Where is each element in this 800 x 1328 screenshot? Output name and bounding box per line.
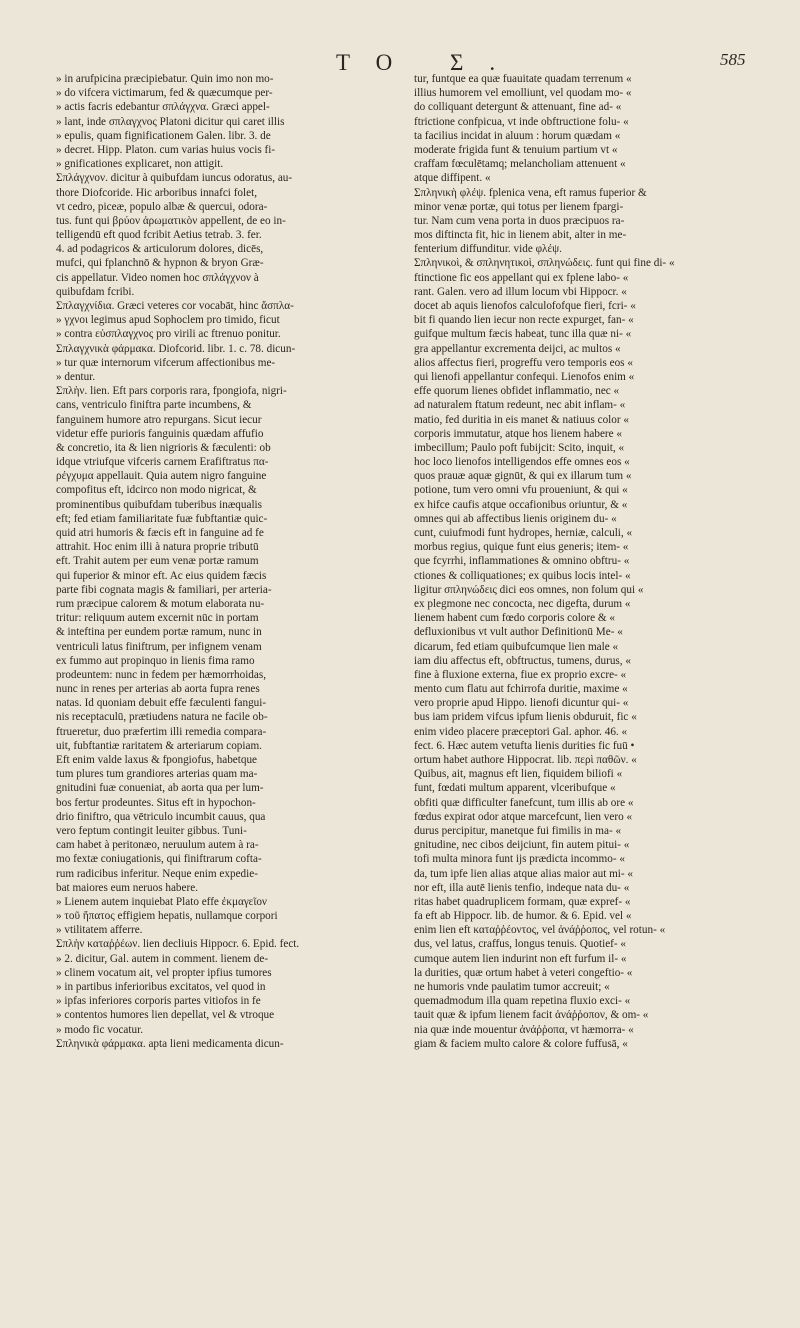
text-line: Σπληνικὰ φάρμακα. apta lieni medicamenta dicun- (56, 1037, 284, 1050)
text-line: telligendū eft quod fcribit Aetius tetrab. 3. fer. (56, 229, 262, 242)
text-line: » actis facris edebantur σπλάγχνα. Græci appel- (56, 101, 270, 114)
text-line: attrahit. Hoc enim illi à natura proprie tributū (56, 541, 259, 554)
text-line: nia quæ inde mouentur ἀνάῤῥοπα, vt hæmorra- « (414, 1023, 634, 1036)
text-line: durus percipitur, manetque fui fimilis in ma- « (414, 824, 622, 837)
text-line: quid atri humoris & fæcis eft in fanguine ad fe (56, 527, 264, 539)
text-line: enim lien eft καταῤῥέοντος, vel ἀνάῤῥοπος, vel rotun- « (414, 924, 666, 937)
text-line: 4. ad podagricos & articulorum dolores, dicēs, (56, 243, 264, 256)
text-line: quos prauæ aquæ gignūt, & qui ex illarum tum « (414, 470, 632, 483)
text-line: eft. Trahit autem per eum venæ portæ ramum (56, 555, 259, 568)
text-line: » Lienem autem inquiebat Plato effe ἐκμαγεῖον (56, 895, 267, 908)
text-line: quibufdam fcribi. (56, 285, 135, 298)
text-line: lienem habent cum fœdo corporis colore & « (414, 612, 616, 625)
text-line: Σπλαγχνικὰ φάρμακα. Diofcorid. libr. 1. c. 78. dicun- (56, 342, 296, 355)
text-line: Σπλάγχνον. dicitur à quibufdam iuncus odoratus, au- (56, 172, 293, 185)
text-line: ctiones & colliquationes; ex quibus locis intel- « (414, 569, 631, 582)
text-line: » ipfas inferiores corporis partes vitiofos in fe (56, 995, 261, 1008)
text-line: Eft enim valde laxus & fpongiofus, habetque (56, 754, 258, 766)
text-line: Σπλὴν. lien. Eft pars corporis rara, fpongiofa, nigri- (56, 385, 287, 398)
text-line: potione, tum vero omni vfu proueniunt, & qui « (414, 484, 628, 497)
text-line: dicarum, fed etiam quibufcumque lien male « (414, 640, 619, 653)
text-line: » tur quæ internorum vifcerum affectionibus me- (56, 356, 276, 369)
text-line: tur, funtque ea quæ fuauitate quadam terrenum « (414, 73, 632, 85)
text-line: ortum habet authore Hippocrat. lib. περὶ παθῶν. « (414, 754, 637, 766)
text-line: nunc in renes per arterias ab aorta fupra renes (56, 683, 260, 696)
text-line: corporis immutatur, atque hos lienem habere « (414, 427, 623, 440)
text-line: defluxionibus vt vult author Definitionū Me- « (414, 626, 623, 639)
text-line: » dentur. (56, 370, 96, 383)
text-line: » vtilitatem afferre. (56, 924, 143, 937)
text-line: da, tum ipfe lien alias atque alias maior aut mi- « (414, 867, 634, 880)
text-line: ventriculi latus finiftrum, per infignem venam (56, 640, 262, 653)
text-line: giam & faciem multo calore & colore fuffusā, « (414, 1037, 628, 1050)
text-line: ta facilius incidat in aluum : horum quædam « (414, 129, 621, 142)
text-line: mo fextæ coniugationis, qui finiftrarum cofta- (56, 853, 262, 866)
text-line: nis receptaculū, prætiudens natura ne facile ob- (56, 711, 268, 724)
text-line: » contra εὐσπλαγχνος pro virili ac ftrenuo ponitur. (56, 328, 281, 341)
text-line: Σπληνικὴ φλέψ. fplenica vena, eft ramus fuperior & (414, 186, 647, 199)
text-line: que fcyrrhi, inflammationes & omnino obftru- « (414, 555, 630, 568)
text-line: mufci, qui fplanchnō & hypnon & bryon Græ- (56, 257, 264, 270)
text-line: bit fi quando lien iecur non recte expurget, fan- « (414, 314, 634, 327)
text-line: natas. Id quoniam debuit effe fæculenti fangui- (56, 697, 267, 710)
text-line: rum radicibus inferitur. Neque enim expedie- (56, 867, 258, 880)
text-line: eft; fed etiam familiaritate fuæ fubftantiæ quic- (56, 512, 268, 525)
text-line: enim video placere præceptori Gal. aphor. 46. « (414, 725, 628, 738)
text-line: & concretio, ita & lien nigrioris & fæculenti: ob (56, 441, 271, 454)
text-line: parte fibi cognata magis & familiari, per arteria- (56, 583, 272, 596)
text-line: ftrueretur, duo præfertim illi remedia compara- (56, 725, 267, 738)
text-line: » in arufpicina præcipiebatur. Quin imo non mo- (56, 73, 274, 85)
text-line: fœdus expirat odor atque marcefcunt, lien vero « (414, 810, 633, 823)
text-line: matio, fed duritia in eis manet & natiuus color « (414, 413, 629, 426)
text-line: prominentibus quibufdam tuberibus inæqualis (56, 498, 263, 511)
text-line: tur. Nam cum vena porta in duos præcipuos ra- (414, 214, 625, 227)
text-line: idque vtriufque vifceris carnem Erafiftratus πα- (56, 456, 269, 469)
text-line: omnes qui ab affectibus lienis originem du- « (414, 512, 617, 525)
text-line: ligitur σπληνώδεις dici eos omnes, non folum qui « (414, 583, 644, 596)
text-line: hoc loco lienofos intelligendos effe omnes eos « (414, 456, 630, 469)
text-line: ftinctione fic eos appellant qui ex fplene labo- « (414, 271, 629, 284)
text-line: mos diftincta fit, hic in lienem abit, alter in me- (414, 229, 627, 242)
page-header-title: TO Σ. (336, 50, 522, 75)
text-line: qui fuperior & minor eft. Ac eius quidem fæcis (56, 569, 267, 582)
text-line: dus, vel latus, craffus, longus tenuis. Quotief- « (414, 938, 627, 951)
text-line: rum præcipue calorem & motum elaborata nu- (56, 597, 265, 610)
text-line: » clinem vocatum ait, vel propter ipfius tumores (56, 966, 272, 979)
text-line: fenterium diffunditur. vide φλέψ. (414, 243, 562, 256)
text-line: vero proprie apud Hippo. lienofi dicuntur qui- « (414, 697, 629, 710)
text-line: bus iam pridem vifcus ipfum lienis obduruit, fic « (414, 711, 637, 724)
text-line: quemadmodum illa quam repetina fluxio exci- « (414, 995, 631, 1008)
text-line: uit, fubftantiæ raritatem & arteriarum copiam. (56, 739, 262, 752)
text-line: mento cum flatu aut fchirrofa duritie, maxime « (414, 683, 628, 696)
text-line: & inteftina per eundem portæ ramum, nunc in (56, 626, 262, 639)
text-line: Quibus, ait, magnus eft lien, fiquidem biliofi « (414, 768, 623, 781)
text-line: » in partibus inferioribus excitatos, vel quod in (56, 981, 266, 993)
text-line: cans, ventriculo finiftra parte incumbens, & (56, 399, 252, 412)
text-line: vt cedro, piceæ, populo albæ & quercui, odora- (56, 200, 268, 213)
text-line: Σπληνικοὶ, & σπληνητικοὶ, σπληνώδεις. funt qui fine di- « (414, 257, 675, 270)
text-line: ex plegmone nec concocta, nec digefta, durum « (414, 597, 631, 610)
text-line: morbus regius, quique funt eius generis; item- « (414, 541, 629, 554)
text-line: fanguinem humore atro repurgans. Sicut iecur (56, 413, 262, 426)
text-line: » do vifcera victimarum, fed & quæcumque per- (56, 87, 273, 100)
text-line: drio finiftro, qua vētriculo incumbit cauus, qua (56, 810, 266, 823)
text-line: ftrictione confpicua, vt inde obftructione folu- « (414, 115, 629, 128)
text-line: illius humorem vel emolliunt, vel quodam mo- « (414, 87, 632, 100)
text-line: cis appellatur. Video nomen hoc σπλάγχνον à (56, 271, 259, 284)
text-line: Σπλὴν καταῤῥέων. lien decliuis Hippocr. 6. Epid. fect. (56, 938, 300, 951)
text-line: la durities, quæ ortum habet à veteri congeftio- « (414, 966, 633, 979)
text-line: ρέγχυμα appellauit. Quia autem nigro fanguine (56, 470, 267, 483)
text-line: Σπλαγχνίδια. Græci veteres cor vocabāt, hinc ἄσπλα- (56, 300, 294, 312)
text-line: fine à fluxione externa, fiue ex proprio excre- « (414, 668, 627, 681)
text-line: docet ab aquis lienofos calculofofque fieri, fcri- « (414, 300, 636, 312)
text-line: obfiti quæ difficulter fanefcunt, tum illis ab ore « (414, 796, 634, 809)
text-line: tauit quæ & ipfum lienem facit ἀνάῤῥοπον, & om- « (414, 1009, 649, 1022)
text-line: cam habet à peritonæo, neruulum autem à ra- (56, 839, 259, 852)
text-line: guifque multum fæcis habeat, tunc illa quæ ni- « (414, 328, 632, 341)
text-line: effe quorum lienes obfidet inflammatio, nec « (414, 385, 620, 398)
text-line: » τοῦ ἥπατος effigiem hepatis, nullamque corpori (56, 910, 278, 923)
text-line: moderate frigida funt & tenuium partium vt « (414, 143, 618, 156)
text-line: gnitudini fuæ conueniat, ab aorta qua per lum- (56, 782, 264, 795)
text-line: vero feptum contingit leuiter gibbus. Tuni- (56, 824, 247, 837)
text-line: atque diffipent. « (414, 172, 491, 185)
text-line: cumque autem lien indurint non eft furfum il- « (414, 952, 627, 965)
text-line: alios affectus fieri, progreffu vero temporis eos « (414, 356, 633, 369)
text-line: bos fertur prodeuntes. Situs eft in hypochon- (56, 796, 256, 809)
text-line: compofitus eft, idcirco non modo nigricat, & (56, 484, 257, 497)
text-line: funt, fœdati multum apparent, vlceribufque « (414, 782, 616, 795)
right-text-column (414, 72, 786, 1051)
text-line: iam diu affectus eft, obftructus, tumens, durus, « (414, 654, 631, 667)
text-line: » gnificationes explicaret, non attigit. (56, 158, 224, 171)
text-line: » modo fic vocatur. (56, 1023, 143, 1036)
text-line: fect. 6. Hæc autem vetufta lienis durities fic fuū • (414, 739, 635, 752)
text-line: tus. funt qui βρύον ἀρωματικὸν appellent, de eo in- (56, 214, 286, 227)
text-line: fa eft ab Hippocr. lib. de humor. & 6. Epid. vel « (414, 910, 632, 923)
text-line: rant. Galen. vero ad illum locum vbi Hippocr. « (414, 285, 627, 298)
text-line: gra appellantur excrementa deijci, ac multos « (414, 342, 621, 355)
text-line: imbecillum; Paulo poft fubijcit: Scito, inquit, « (414, 441, 625, 454)
text-line: cunt, cuiufmodi funt hydropes, herniæ, calculi, « (414, 527, 633, 539)
text-line: nor eft, illa autē lienis tenfio, indeque nata du- « (414, 881, 630, 894)
text-line: » decret. Hipp. Platon. cum varias huius vocis fi- (56, 143, 276, 156)
text-line: craffam fœculētamq; melancholiam attenuent « (414, 158, 626, 171)
text-line: » γχνοι legimus apud Sophoclem pro timido, ficut (56, 314, 280, 327)
text-line: tritur: reliquum autem excernit nūc in portam (56, 612, 259, 625)
text-line: tofi multa minora funt ijs prædicta incommo- « (414, 853, 625, 866)
text-line: ad naturalem ftatum redeunt, nec abit inflam- « (414, 399, 626, 412)
text-line: bat maiores eum neruos habere. (56, 881, 198, 894)
page-number: 585 (720, 50, 746, 69)
text-line: do colliquant detergunt & attenuant, fine ad- « (414, 101, 622, 114)
text-line: ex fummo aut propinquo in lienis fima ramo (56, 654, 255, 667)
text-line: ne humoris vnde paulatim tumor accreuit; « (414, 981, 610, 993)
left-text-column (56, 72, 410, 1051)
text-line: ritas habet quadruplicem formam, quæ expref- « (414, 895, 631, 908)
text-line: » epulis, quam fignificationem Galen. libr. 3. de (56, 129, 271, 142)
text-line: videtur effe purioris fanguinis quædam affufio (56, 427, 264, 440)
text-line: ex hifce caufis atque occafionibus oriuntur, & « (414, 498, 628, 511)
text-line: gnitudine, nec cibos deijciunt, fin autem pitui- « (414, 839, 630, 852)
text-line: » lant, inde σπλαγχνος Platoni dicitur qui caret illis (56, 115, 285, 128)
text-line: » contentos humores lien depellat, vel & vtroque (56, 1009, 275, 1022)
text-line: tum plures tum grandiores arterias quam ma- (56, 768, 258, 781)
text-line: thore Diofcoride. Hic arboribus innafci folet, (56, 186, 257, 199)
text-line: minor venæ portæ, qui totus per lienem fpargi- (414, 200, 624, 213)
text-line: prodeuntem: nunc in fedem per hæmorrhoidas, (56, 668, 267, 681)
text-line: qui lienofi appellantur confequi. Lienofos enim « (414, 370, 635, 383)
text-line: » 2. dicitur, Gal. autem in comment. lienem de- (56, 952, 269, 965)
